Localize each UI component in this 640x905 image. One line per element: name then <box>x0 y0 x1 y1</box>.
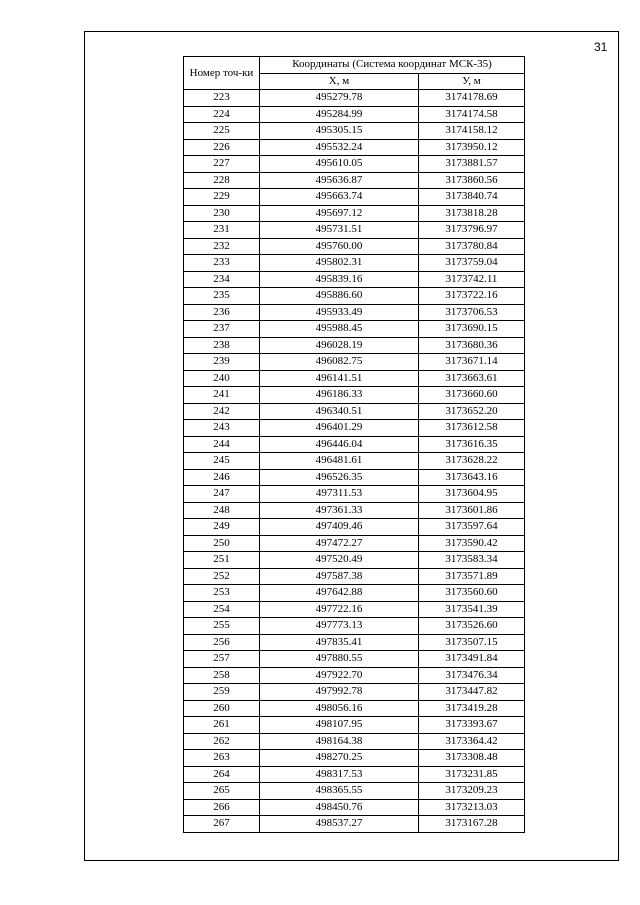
y-cell: 3173601.86 <box>419 502 525 519</box>
table-row <box>184 519 525 536</box>
point-number-cell: 259 <box>184 684 260 701</box>
x-cell: 496526.35 <box>260 469 419 486</box>
y-cell: 3173950.12 <box>419 139 525 156</box>
y-cell: 3173759.04 <box>419 255 525 272</box>
y-cell: 3173690.15 <box>419 321 525 338</box>
y-cell: 3173209.23 <box>419 783 525 800</box>
x-cell: 497311.53 <box>260 486 419 503</box>
x-cell: 496082.75 <box>260 354 419 371</box>
point-number-cell: 251 <box>184 552 260 569</box>
table-row <box>184 469 525 486</box>
y-cell: 3174174.58 <box>419 106 525 123</box>
table-row <box>184 486 525 503</box>
y-cell: 3173507.15 <box>419 634 525 651</box>
point-number-cell: 260 <box>184 700 260 717</box>
point-number-cell: 247 <box>184 486 260 503</box>
point-number-cell: 265 <box>184 783 260 800</box>
table-row <box>184 304 525 321</box>
y-cell: 3173652.20 <box>419 403 525 420</box>
x-cell: 495802.31 <box>260 255 419 272</box>
y-cell: 3173660.60 <box>419 387 525 404</box>
table-row <box>184 172 525 189</box>
point-number-cell: 264 <box>184 766 260 783</box>
table-row <box>184 733 525 750</box>
y-cell: 3173612.58 <box>419 420 525 437</box>
table-row <box>184 535 525 552</box>
point-number-cell: 234 <box>184 271 260 288</box>
table-row <box>184 222 525 239</box>
y-cell: 3173167.28 <box>419 816 525 833</box>
point-number-cell: 230 <box>184 205 260 222</box>
x-cell: 498537.27 <box>260 816 419 833</box>
x-cell: 497409.46 <box>260 519 419 536</box>
x-cell: 496028.19 <box>260 337 419 354</box>
x-cell: 495731.51 <box>260 222 419 239</box>
point-number-cell: 245 <box>184 453 260 470</box>
table-row <box>184 601 525 618</box>
table-row <box>184 436 525 453</box>
table-row <box>184 568 525 585</box>
y-cell: 3173722.16 <box>419 288 525 305</box>
table-row <box>184 585 525 602</box>
point-number-cell: 250 <box>184 535 260 552</box>
y-cell: 3173680.36 <box>419 337 525 354</box>
point-number-cell: 239 <box>184 354 260 371</box>
point-number-cell: 267 <box>184 816 260 833</box>
x-cell: 496340.51 <box>260 403 419 420</box>
x-cell: 495636.87 <box>260 172 419 189</box>
y-cell: 3173560.60 <box>419 585 525 602</box>
x-cell: 498450.76 <box>260 799 419 816</box>
x-cell: 497472.27 <box>260 535 419 552</box>
y-cell: 3173213.03 <box>419 799 525 816</box>
table-row <box>184 354 525 371</box>
point-number-cell: 258 <box>184 667 260 684</box>
x-cell: 497361.33 <box>260 502 419 519</box>
x-cell: 496401.29 <box>260 420 419 437</box>
point-number-cell: 228 <box>184 172 260 189</box>
x-cell: 496141.51 <box>260 370 419 387</box>
x-cell: 497520.49 <box>260 552 419 569</box>
y-cell: 3173393.67 <box>419 717 525 734</box>
y-cell: 3173541.39 <box>419 601 525 618</box>
y-cell: 3173364.42 <box>419 733 525 750</box>
y-cell: 3173840.74 <box>419 189 525 206</box>
y-cell: 3173628.22 <box>419 453 525 470</box>
x-cell: 495839.16 <box>260 271 419 288</box>
point-number-cell: 227 <box>184 156 260 173</box>
point-number-cell: 255 <box>184 618 260 635</box>
table-row <box>184 766 525 783</box>
y-cell: 3173780.84 <box>419 238 525 255</box>
x-cell: 497992.78 <box>260 684 419 701</box>
table-row <box>184 783 525 800</box>
point-number-cell: 242 <box>184 403 260 420</box>
y-cell: 3173447.82 <box>419 684 525 701</box>
table-row <box>184 684 525 701</box>
x-cell: 495532.24 <box>260 139 419 156</box>
table-row <box>184 238 525 255</box>
x-cell: 497722.16 <box>260 601 419 618</box>
point-number-cell: 261 <box>184 717 260 734</box>
x-cell: 497835.41 <box>260 634 419 651</box>
point-number-cell: 238 <box>184 337 260 354</box>
table-row <box>184 618 525 635</box>
point-number-cell: 225 <box>184 123 260 140</box>
x-cell: 498270.25 <box>260 750 419 767</box>
point-number-cell: 253 <box>184 585 260 602</box>
point-number-cell: 257 <box>184 651 260 668</box>
table-row <box>184 717 525 734</box>
table-row <box>184 205 525 222</box>
x-cell: 495760.00 <box>260 238 419 255</box>
table-row <box>184 90 525 107</box>
point-number-cell: 246 <box>184 469 260 486</box>
y-cell: 3173881.57 <box>419 156 525 173</box>
y-cell: 3173526.60 <box>419 618 525 635</box>
x-cell: 497642.88 <box>260 585 419 602</box>
x-cell: 498056.16 <box>260 700 419 717</box>
table-row <box>184 139 525 156</box>
point-number-header: Номер точ-ки <box>184 57 260 90</box>
coordinates-table <box>183 56 525 833</box>
point-number-cell: 249 <box>184 519 260 536</box>
y-cell: 3174178.69 <box>419 90 525 107</box>
y-cell: 3173616.35 <box>419 436 525 453</box>
table-row <box>184 321 525 338</box>
table-row <box>184 370 525 387</box>
y-cell: 3173742.11 <box>419 271 525 288</box>
x-cell: 496446.04 <box>260 436 419 453</box>
point-number-cell: 235 <box>184 288 260 305</box>
y-cell: 3173860.56 <box>419 172 525 189</box>
table-row <box>184 453 525 470</box>
table-row <box>184 271 525 288</box>
coordinates-header: Координаты (Система координат МСК-35) <box>260 57 525 74</box>
x-cell: 495697.12 <box>260 205 419 222</box>
y-cell: 3173231.85 <box>419 766 525 783</box>
point-number-cell: 244 <box>184 436 260 453</box>
table-row <box>184 189 525 206</box>
y-cell: 3173671.14 <box>419 354 525 371</box>
point-number-cell: 243 <box>184 420 260 437</box>
point-number-cell: 263 <box>184 750 260 767</box>
point-number-cell: 232 <box>184 238 260 255</box>
table-row <box>184 799 525 816</box>
table-row <box>184 552 525 569</box>
point-number-cell: 248 <box>184 502 260 519</box>
y-cell: 3173583.34 <box>419 552 525 569</box>
point-number-cell: 262 <box>184 733 260 750</box>
x-cell: 495663.74 <box>260 189 419 206</box>
point-number-cell: 226 <box>184 139 260 156</box>
point-number-cell: 233 <box>184 255 260 272</box>
y-cell: 3174158.12 <box>419 123 525 140</box>
point-number-cell: 236 <box>184 304 260 321</box>
table-row <box>184 123 525 140</box>
y-cell: 3173706.53 <box>419 304 525 321</box>
point-number-cell: 229 <box>184 189 260 206</box>
point-number-cell: 224 <box>184 106 260 123</box>
x-cell: 495988.45 <box>260 321 419 338</box>
table-row <box>184 667 525 684</box>
table-row <box>184 156 525 173</box>
table-row <box>184 288 525 305</box>
table-row <box>184 700 525 717</box>
y-cell: 3173604.95 <box>419 486 525 503</box>
point-number-cell: 266 <box>184 799 260 816</box>
y-cell: 3173796.97 <box>419 222 525 239</box>
y-cell: 3173597.64 <box>419 519 525 536</box>
point-number-cell: 241 <box>184 387 260 404</box>
x-cell: 498164.38 <box>260 733 419 750</box>
x-cell: 495284.99 <box>260 106 419 123</box>
table-row <box>184 106 525 123</box>
table-row <box>184 255 525 272</box>
table-row <box>184 403 525 420</box>
table-row <box>184 750 525 767</box>
y-cell: 3173818.28 <box>419 205 525 222</box>
x-cell: 495305.15 <box>260 123 419 140</box>
y-cell: 3173419.28 <box>419 700 525 717</box>
table-row <box>184 387 525 404</box>
point-number-cell: 237 <box>184 321 260 338</box>
y-header: У, м <box>419 73 525 90</box>
table-row <box>184 634 525 651</box>
x-cell: 497773.13 <box>260 618 419 635</box>
x-cell: 498107.95 <box>260 717 419 734</box>
y-cell: 3173491.84 <box>419 651 525 668</box>
x-cell: 497587.38 <box>260 568 419 585</box>
x-cell: 495886.60 <box>260 288 419 305</box>
point-number-cell: 223 <box>184 90 260 107</box>
x-cell: 496186.33 <box>260 387 419 404</box>
point-number-cell: 240 <box>184 370 260 387</box>
y-cell: 3173643.16 <box>419 469 525 486</box>
x-header: X, м <box>260 73 419 90</box>
y-cell: 3173308.48 <box>419 750 525 767</box>
x-cell: 498317.53 <box>260 766 419 783</box>
page-number: 31 <box>594 40 608 54</box>
x-cell: 495610.05 <box>260 156 419 173</box>
x-cell: 496481.61 <box>260 453 419 470</box>
y-cell: 3173663.61 <box>419 370 525 387</box>
table-row <box>184 502 525 519</box>
point-number-cell: 231 <box>184 222 260 239</box>
x-cell: 497880.55 <box>260 651 419 668</box>
table-row <box>184 420 525 437</box>
x-cell: 498365.55 <box>260 783 419 800</box>
point-number-cell: 256 <box>184 634 260 651</box>
x-cell: 495279.78 <box>260 90 419 107</box>
y-cell: 3173590.42 <box>419 535 525 552</box>
x-cell: 495933.49 <box>260 304 419 321</box>
y-cell: 3173571.89 <box>419 568 525 585</box>
table-row <box>184 651 525 668</box>
table-row <box>184 816 525 833</box>
point-number-cell: 252 <box>184 568 260 585</box>
x-cell: 497922.70 <box>260 667 419 684</box>
point-number-cell: 254 <box>184 601 260 618</box>
y-cell: 3173476.34 <box>419 667 525 684</box>
table-row <box>184 337 525 354</box>
